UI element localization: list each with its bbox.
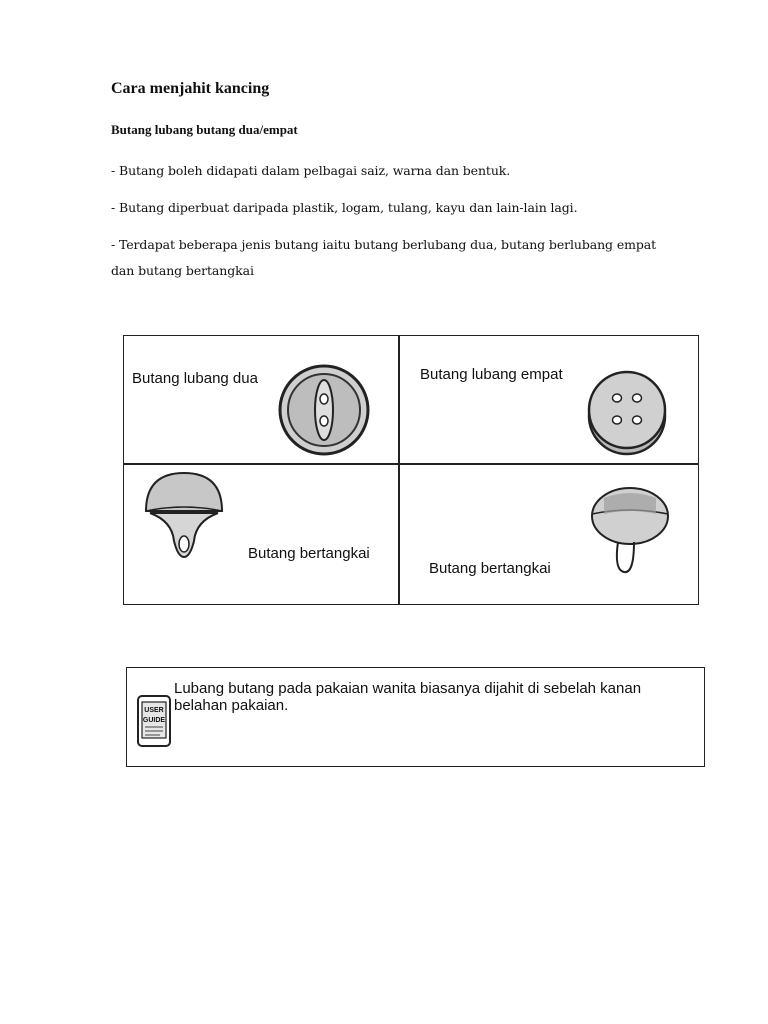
icon-text-user: USER [144, 707, 164, 714]
page-title: Cara menjahit kancing [111, 80, 270, 97]
four-hole-button-icon [583, 364, 671, 460]
figure-divider-vertical [398, 336, 400, 604]
shank-button-icon [142, 469, 226, 561]
figure-divider-horizontal [124, 463, 698, 465]
label-shank-2: Butang bertangkai [429, 560, 551, 577]
section-subtitle: Butang lubang butang dua/empat [111, 122, 298, 137]
paragraph-1: - Butang boleh didapati dalam pelbagai saiz, warna dan bentuk. [111, 163, 511, 178]
button-types-figure [123, 335, 699, 605]
shank-button-side-icon [584, 484, 676, 580]
user-guide-note [126, 667, 705, 767]
label-shank-1: Butang bertangkai [248, 545, 370, 562]
note-text: Lubang butang pada pakaian wanita biasanya dijahit di sebelah kanan belahan pakaian. [174, 680, 642, 714]
label-four-hole: Butang lubang empat [420, 366, 563, 383]
user-guide-icon [136, 694, 172, 748]
paragraph-2: - Butang diperbuat daripada plastik, logam, tulang, kayu dan lain-lain lagi. [111, 200, 578, 215]
paragraph-3: - Terdapat beberapa jenis butang iaitu butang berlubang dua, butang berlubang empat dan butang bertangkai [111, 237, 657, 278]
two-hole-button-icon [276, 362, 372, 458]
icon-text-guide: GUIDE [142, 717, 166, 724]
label-two-hole: Butang lubang dua [132, 370, 258, 387]
